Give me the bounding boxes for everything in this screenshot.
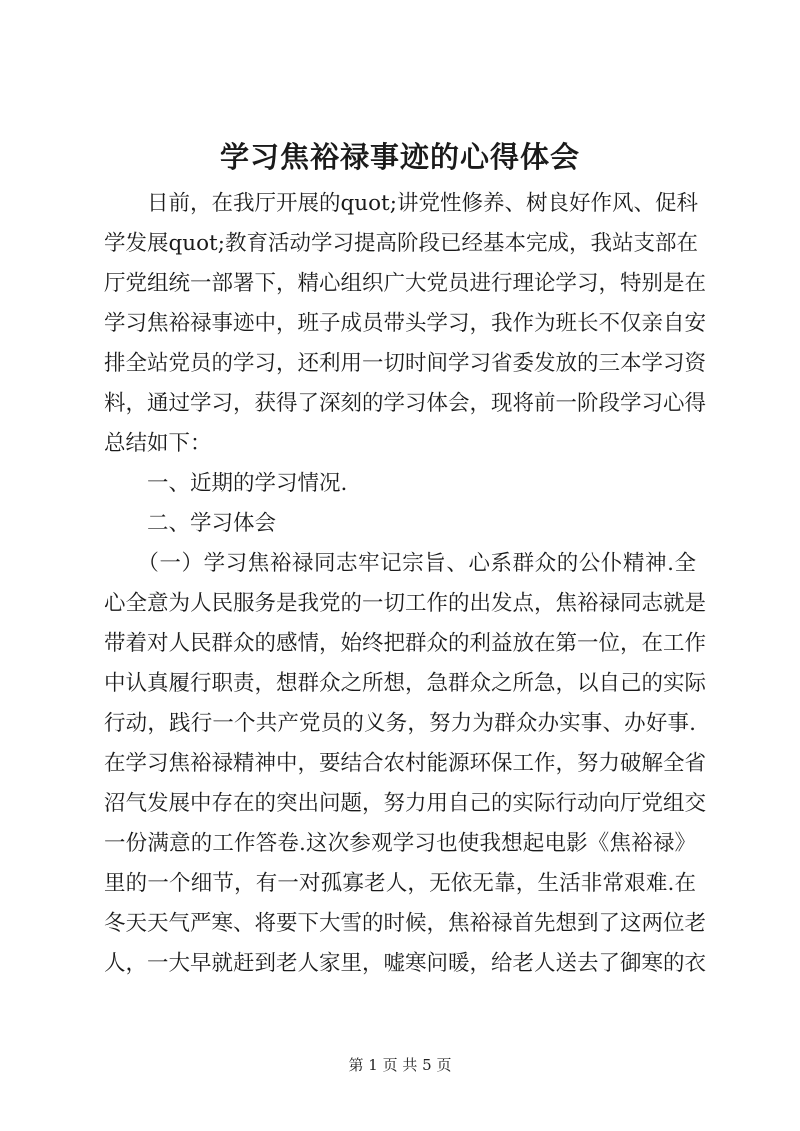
text-line: 人，一大早就赶到老人家里，嘘寒问暖，给老人送去了御寒的衣 (104, 951, 707, 976)
page-footer: 第 1 页 共 5 页 (348, 1056, 452, 1074)
text-line: 在学习焦裕禄精神中，要结合农村能源环保工作，努力破解全省 (104, 751, 707, 776)
text-line: 学习焦裕禄事迹中，班子成员带头学习，我作为班长不仅亲自安 (104, 311, 707, 336)
text-line: 行动，践行一个共产党员的义务，努力为群众办实事、办好事. (104, 711, 696, 736)
text-line: 冬天天气严寒、将要下大雪的时候，焦裕禄首先想到了这两位老 (104, 911, 707, 936)
text-line: 厅党组统一部署下，精心组织广大党员进行理论学习，特别是在 (104, 271, 707, 296)
text-line: 日前，在我厅开展的quot;讲党性修养、树良好作风、促科 (104, 191, 698, 216)
text-line: 一份满意的工作答卷.这次参观学习也使我想起电影《焦裕禄》 (104, 831, 696, 856)
text-line: 中认真履行职责，想群众之所想，急群众之所急，以自己的实际 (104, 671, 707, 696)
section-heading: 二、学习体会 (104, 511, 277, 536)
text-line: 心全意为人民服务是我党的一切工作的出发点，焦裕禄同志就是 (104, 591, 707, 616)
text-line: 料，通过学习，获得了深刻的学习体会，现将前一阶段学习心得 (104, 391, 707, 416)
page-title: 学习焦裕禄事迹的心得体会 (219, 140, 580, 174)
text-line: 总结如下： (104, 431, 212, 456)
text-line: 沼气发展中存在的突出问题，努力用自己的实际行动向厅党组交 (104, 791, 707, 816)
text-line: 带着对人民群众的感情，始终把群众的利益放在第一位，在工作 (104, 631, 707, 656)
text-line: （一）学习焦裕禄同志牢记宗旨、心系群众的公仆精神.全 (104, 551, 696, 576)
text-line: 排全站党员的学习，还利用一切时间学习省委发放的三本学习资 (104, 351, 707, 376)
body-text (104, 184, 707, 984)
section-heading: 一、近期的学习情况. (104, 471, 348, 496)
text-line: 学发展quot;教育活动学习提高阶段已经基本完成，我站支部在 (104, 231, 698, 256)
text-line: 里的一个细节，有一对孤寡老人，无依无靠，生活非常艰难.在 (104, 871, 696, 896)
